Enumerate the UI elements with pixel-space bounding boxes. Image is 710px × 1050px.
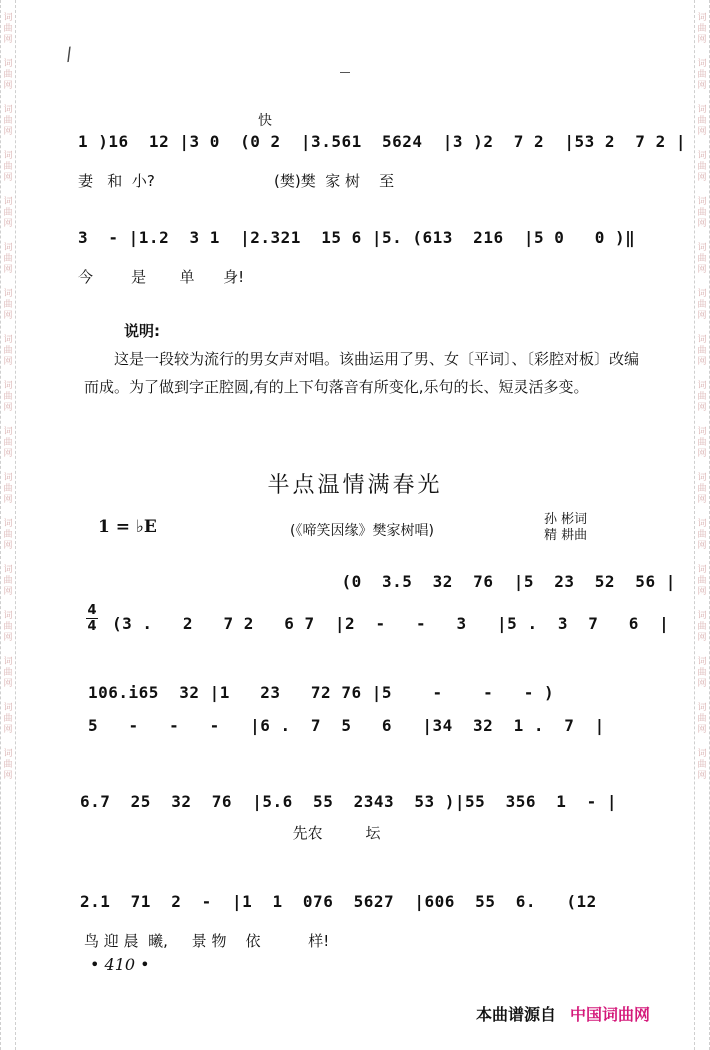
watermark-char: 网 — [3, 495, 13, 505]
watermark-group — [695, 565, 709, 598]
watermark-char: 词 — [3, 243, 13, 253]
watermark-char: 曲 — [697, 254, 707, 264]
watermark-char: 曲 — [3, 530, 13, 540]
watermark-char: 词 — [3, 289, 13, 299]
watermark-char: 网 — [697, 357, 707, 367]
watermark-char: 网 — [697, 35, 707, 45]
watermark-char: 网 — [697, 311, 707, 321]
watermark-group — [1, 243, 15, 276]
watermark-char: 网 — [3, 127, 13, 137]
lyricist-credit: 孙 彬词 — [544, 512, 588, 527]
watermark-char: 曲 — [3, 346, 13, 356]
watermark-char: 曲 — [697, 576, 707, 586]
watermark-char: 词 — [697, 197, 707, 207]
score-line-1: 1 )16 12 |3 0 (0 2 |3.561 5624 |3 )2 7 2 |53 2 7 2 | — [78, 132, 686, 151]
score-row-5-lyrics: 先农 坛 — [78, 824, 381, 842]
watermark-char: 词 — [3, 13, 13, 23]
watermark-char: 曲 — [697, 484, 707, 494]
watermark-char: 网 — [697, 265, 707, 275]
watermark-char: 网 — [697, 403, 707, 413]
watermark-group — [695, 105, 709, 138]
watermark-group — [695, 749, 709, 782]
watermark-char: 词 — [697, 335, 707, 345]
watermark-char: 曲 — [3, 392, 13, 402]
watermark-char: 曲 — [697, 714, 707, 724]
watermark-char: 词 — [3, 197, 13, 207]
watermark-char: 词 — [3, 59, 13, 69]
explanation-text — [84, 345, 644, 401]
watermark-group — [695, 243, 709, 276]
watermark-char: 网 — [3, 81, 13, 91]
watermark-char: 曲 — [697, 668, 707, 678]
score-line-2: 3 - |1.2 3 1 |2.321 15 6 |5. (613 216 |5 0 0 )‖ — [78, 228, 636, 247]
page-number: • 410 • — [90, 955, 150, 974]
watermark-char: 曲 — [697, 438, 707, 448]
watermark-char: 网 — [3, 633, 13, 643]
watermark-group — [1, 611, 15, 644]
watermark-group — [695, 335, 709, 368]
footer-source — [476, 1002, 650, 1025]
watermark-char: 网 — [697, 587, 707, 597]
watermark-group — [695, 289, 709, 322]
watermark-char: 词 — [697, 105, 707, 115]
watermark-char: 网 — [3, 679, 13, 689]
watermark-group — [1, 657, 15, 690]
footer-site-link[interactable]: 中国词曲网 — [570, 1005, 651, 1024]
watermark-char: 曲 — [3, 70, 13, 80]
watermark-char: 曲 — [697, 70, 707, 80]
watermark-char: 词 — [3, 427, 13, 437]
watermark-char: 网 — [697, 173, 707, 183]
watermark-group — [1, 381, 15, 414]
watermark-char: 网 — [697, 495, 707, 505]
watermark-char: 曲 — [697, 162, 707, 172]
watermark-char: 曲 — [3, 714, 13, 724]
watermark-char: 词 — [3, 151, 13, 161]
key-signature: 1 = ♭E — [98, 517, 157, 537]
watermark-char: 词 — [697, 519, 707, 529]
watermark-char: 网 — [697, 679, 707, 689]
watermark-char: 网 — [3, 587, 13, 597]
watermark-char: 网 — [697, 633, 707, 643]
watermark-char: 词 — [697, 427, 707, 437]
watermark-group — [1, 59, 15, 92]
watermark-group — [1, 749, 15, 782]
watermark-char: 词 — [697, 381, 707, 391]
watermark-char: 曲 — [697, 300, 707, 310]
watermark-char: 曲 — [3, 576, 13, 586]
watermark-char: 曲 — [697, 530, 707, 540]
watermark-group — [1, 703, 15, 736]
watermark-char: 网 — [3, 311, 13, 321]
left-watermark-strip — [0, 0, 16, 1050]
song-title: 半点温情满春光 — [267, 473, 443, 498]
watermark-group — [1, 13, 15, 46]
credits — [544, 512, 587, 544]
watermark-char: 网 — [3, 219, 13, 229]
watermark-char: 曲 — [697, 208, 707, 218]
watermark-char: 曲 — [3, 300, 13, 310]
watermark-group — [1, 105, 15, 138]
pen-mark: / — [64, 43, 74, 66]
watermark-char: 词 — [697, 703, 707, 713]
watermark-group — [1, 427, 15, 460]
watermark-group — [1, 565, 15, 598]
watermark-char: 网 — [3, 35, 13, 45]
composer-credit: 精 耕曲 — [544, 528, 588, 543]
score-row-3: 106.i65 32 |1 23 72 76 |5 - - - ) — [88, 683, 555, 702]
watermark-char: 网 — [697, 219, 707, 229]
time-signature-bottom: 4 — [87, 619, 97, 634]
watermark-char: 网 — [3, 725, 13, 735]
watermark-group — [1, 289, 15, 322]
score-row-6: 2.1 71 2 - |1 1 076 5627 |606 55 6. (12 — [80, 892, 597, 911]
score-row-4: 5 - - - |6 . 7 5 6 |34 32 1 . 7 | — [88, 716, 605, 735]
watermark-char: 曲 — [3, 116, 13, 126]
watermark-char: 词 — [3, 105, 13, 115]
watermark-char: 词 — [3, 703, 13, 713]
watermark-group — [695, 657, 709, 690]
watermark-char: 网 — [3, 541, 13, 551]
watermark-char: 曲 — [3, 208, 13, 218]
time-signature-top: 4 — [87, 603, 97, 618]
watermark-char: 曲 — [697, 24, 707, 34]
watermark-group — [1, 519, 15, 552]
tempo-marking: 快 — [258, 113, 272, 129]
time-signature — [86, 604, 98, 633]
watermark-char: 曲 — [3, 254, 13, 264]
watermark-char: 词 — [3, 611, 13, 621]
watermark-char: 词 — [697, 243, 707, 253]
watermark-group — [1, 335, 15, 368]
watermark-group — [1, 151, 15, 184]
watermark-char: 词 — [3, 381, 13, 391]
watermark-group — [1, 197, 15, 230]
watermark-char: 网 — [697, 771, 707, 781]
watermark-char: 曲 — [3, 484, 13, 494]
watermark-char: 词 — [697, 13, 707, 23]
watermark-char: 曲 — [3, 760, 13, 770]
watermark-char: 词 — [697, 565, 707, 575]
score-row-2: (3 . 2 7 2 6 7 |2 - - 3 |5 . 3 7 6 | — [112, 614, 670, 633]
watermark-char: 词 — [697, 611, 707, 621]
watermark-group — [695, 197, 709, 230]
footer-label: 本曲谱源自 — [476, 1005, 557, 1024]
watermark-char: 网 — [3, 771, 13, 781]
watermark-group — [695, 13, 709, 46]
watermark-char: 曲 — [3, 24, 13, 34]
lyrics-line-1: 妻 和 小? (樊)樊 家 树 至 — [78, 172, 395, 190]
watermark-char: 词 — [3, 749, 13, 759]
watermark-char: 曲 — [3, 438, 13, 448]
watermark-char: 网 — [697, 541, 707, 551]
watermark-char: 曲 — [697, 116, 707, 126]
ink-dash — [340, 72, 350, 73]
lyrics-line-2: 今 是 单 身! — [78, 268, 245, 286]
watermark-char: 网 — [3, 265, 13, 275]
watermark-char: 网 — [3, 357, 13, 367]
watermark-char: 网 — [697, 725, 707, 735]
watermark-char: 曲 — [697, 760, 707, 770]
watermark-char: 曲 — [697, 392, 707, 402]
watermark-char: 词 — [3, 657, 13, 667]
watermark-char: 词 — [697, 151, 707, 161]
watermark-group — [695, 703, 709, 736]
right-watermark-strip — [694, 0, 710, 1050]
watermark-group — [695, 381, 709, 414]
explanation-heading: 说明: — [124, 322, 160, 340]
watermark-char: 词 — [697, 289, 707, 299]
watermark-group — [695, 151, 709, 184]
watermark-char: 网 — [3, 173, 13, 183]
watermark-char: 词 — [3, 335, 13, 345]
watermark-char: 词 — [3, 565, 13, 575]
watermark-char: 词 — [3, 519, 13, 529]
watermark-group — [695, 611, 709, 644]
watermark-char: 网 — [3, 403, 13, 413]
watermark-char: 词 — [697, 749, 707, 759]
watermark-group — [695, 59, 709, 92]
explanation-paragraph: 这是一段较为流行的男女声对唱。该曲运用了男、女〔平词〕、〔彩腔对板〕改编而成。为了做到字正腔圆,有的上下句落音有所变化,乐句的长、短灵活多变。 — [84, 350, 640, 396]
song-source: (《啼笑因缘》樊家树唱) — [290, 523, 434, 539]
watermark-char: 网 — [3, 449, 13, 459]
watermark-char: 曲 — [697, 622, 707, 632]
watermark-char: 词 — [697, 59, 707, 69]
watermark-char: 曲 — [3, 162, 13, 172]
score-row-1: (0 3.5 32 76 |5 23 52 56 | — [78, 572, 676, 591]
watermark-char: 曲 — [3, 622, 13, 632]
watermark-char: 词 — [697, 657, 707, 667]
score-row-6-lyrics: 鸟 迎 晨 曦, 景 物 依 样! — [84, 932, 330, 950]
watermark-char: 曲 — [697, 346, 707, 356]
score-row-5: 6.7 25 32 76 |5.6 55 2343 53 )|55 356 1 - | — [80, 792, 618, 811]
watermark-group — [695, 519, 709, 552]
watermark-char: 词 — [3, 473, 13, 483]
watermark-char: 网 — [697, 81, 707, 91]
watermark-char: 网 — [697, 449, 707, 459]
watermark-char: 词 — [697, 473, 707, 483]
watermark-char: 网 — [697, 127, 707, 137]
watermark-group — [695, 427, 709, 460]
watermark-char: 曲 — [3, 668, 13, 678]
